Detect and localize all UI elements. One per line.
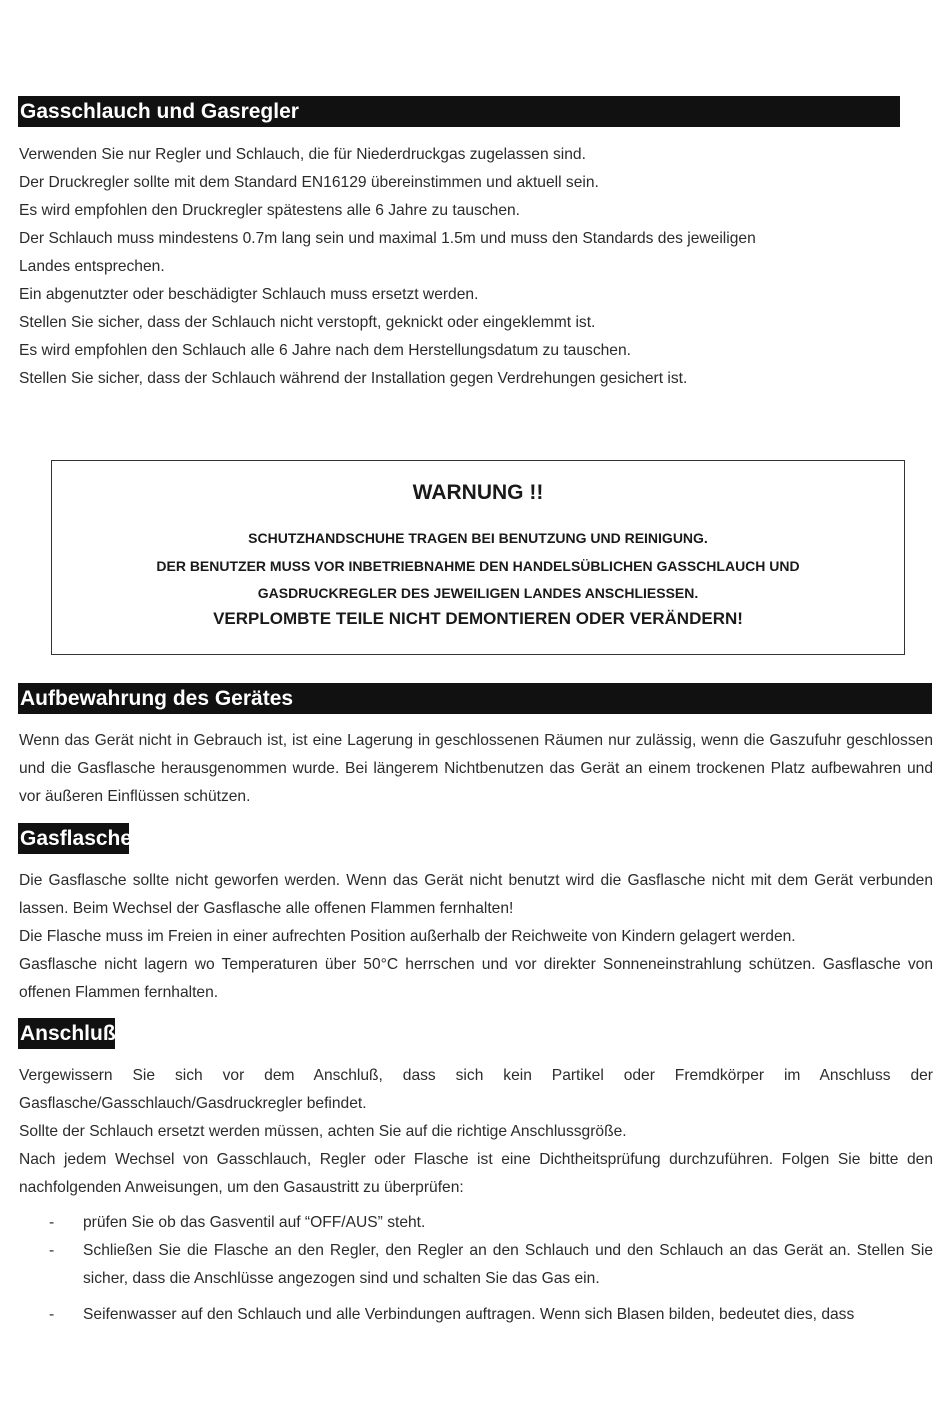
- dash-marker: -: [49, 1242, 55, 1259]
- list-item: [19, 1301, 933, 1329]
- paragraph: Gasflasche nicht lagern wo Temperaturen über 50°C herrschen und vor direkter Sonneneinstrahlung schützen. Gasflasche von offenen Flammen fernhalten.: [19, 956, 933, 1001]
- warning-emphasis: VERPLOMBTE TEILE NICHT DEMONTIEREN ODER VERÄNDERN!: [213, 609, 743, 628]
- warning-line: GASDRUCKREGLER DES JEWEILIGEN LANDES ANSCHLIESSEN.: [257, 585, 699, 601]
- text-line: Stellen Sie sicher, dass der Schlauch nicht verstopft, geknickt oder eingeklemmt ist.: [19, 314, 596, 331]
- section-text-anschluss: [19, 1062, 933, 1202]
- list-item: [19, 1237, 933, 1293]
- text-line: Verwenden Sie nur Regler und Schlauch, die für Niederdruckgas zugelassen sind.: [19, 146, 586, 163]
- list-item-text: Seifenwasser auf den Schlauch und alle Verbindungen auftragen. Wenn sich Blasen bilden, bedeutet dies, dass: [83, 1306, 855, 1323]
- warning-title: WARNUNG !!: [412, 481, 544, 504]
- dash-marker: -: [49, 1214, 55, 1231]
- list-item-text: prüfen Sie ob das Gasventil auf “OFF/AUS” steht.: [83, 1214, 426, 1231]
- text-line: Es wird empfohlen den Schlauch alle 6 Jahre nach dem Herstellungsdatum zu tauschen.: [19, 342, 631, 359]
- warning-box: [51, 460, 905, 655]
- paragraph: Nach jedem Wechsel von Gasschlauch, Regler oder Flasche ist eine Dichtheitsprüfung durchzuführen. Folgen Sie bitte den nachfolgenden Anweisungen, um den Gasaustritt zu überprüfen:: [19, 1151, 933, 1196]
- list-item: [19, 1209, 933, 1237]
- section-heading-gasflasche: Gasflasche: [18, 823, 129, 854]
- section-heading-anschluss: Anschluß: [18, 1018, 115, 1049]
- bullet-list: [19, 1209, 933, 1329]
- warning-line: SCHUTZHANDSCHUHE TRAGEN BEI BENUTZUNG UND REINIGUNG.: [248, 530, 708, 546]
- list-item-text: Schließen Sie die Flasche an den Regler, den Regler an den Schlauch und den Schlauch an das Gerät an. Stellen Sie sicher, dass die Anschlüsse angezogen sind und schalten Sie das Gas ein.: [83, 1242, 933, 1287]
- section-text-gasflasche: [19, 867, 933, 1007]
- dash-marker: -: [49, 1306, 55, 1323]
- section-heading-aufbewahrung: Aufbewahrung des Gerätes: [18, 683, 932, 714]
- section-heading-gasschlauch: Gasschlauch und Gasregler: [18, 96, 900, 127]
- paragraph: Vergewissern Sie sich vor dem Anschluß, dass sich kein Partikel oder Fremdkörper im Anschluss der Gasflasche/Gasschlauch/Gasdruckregler befindet.: [19, 1067, 933, 1112]
- text-line: Es wird empfohlen den Druckregler spätestens alle 6 Jahre zu tauschen.: [19, 202, 521, 219]
- text-line: Der Druckregler sollte mit dem Standard EN16129 übereinstimmen und aktuell sein.: [19, 174, 599, 191]
- text-line: Stellen Sie sicher, dass der Schlauch während der Installation gegen Verdrehungen gesichert ist.: [19, 370, 688, 387]
- paragraph: Die Flasche muss im Freien in einer aufrechten Position außerhalb der Reichweite von Kindern gelagert werden.: [19, 928, 796, 945]
- text-line: Landes entsprechen.: [19, 258, 165, 275]
- paragraph: Sollte der Schlauch ersetzt werden müssen, achten Sie auf die richtige Anschlussgröße.: [19, 1123, 627, 1140]
- text-line: Ein abgenutzter oder beschädigter Schlauch muss ersetzt werden.: [19, 286, 479, 303]
- paragraph: Die Gasflasche sollte nicht geworfen werden. Wenn das Gerät nicht benutzt wird die Gasflasche nicht mit dem Gerät verbunden lassen. Beim Wechsel der Gasflasche alle offenen Flammen fernhalten!: [19, 872, 933, 917]
- section-text-aufbewahrung: Wenn das Gerät nicht in Gebrauch ist, ist eine Lagerung in geschlossenen Räumen nur zulässig, wenn die Gaszufuhr geschlossen und die Gasflasche herausgenommen wurde. Bei längerem Nichtbenutzen das Gerät an einem trockenen Platz aufbewahren und vor äußeren Einflüssen schützen.: [19, 732, 933, 805]
- warning-line: DER BENUTZER MUSS VOR INBETRIEBNAHME DEN HANDELSÜBLICHEN GASSCHLAUCH UND: [156, 558, 800, 574]
- text-line: Der Schlauch muss mindestens 0.7m lang sein und maximal 1.5m und muss den Standards des jeweiligen: [19, 230, 756, 247]
- section-text-gasschlauch: [19, 141, 933, 393]
